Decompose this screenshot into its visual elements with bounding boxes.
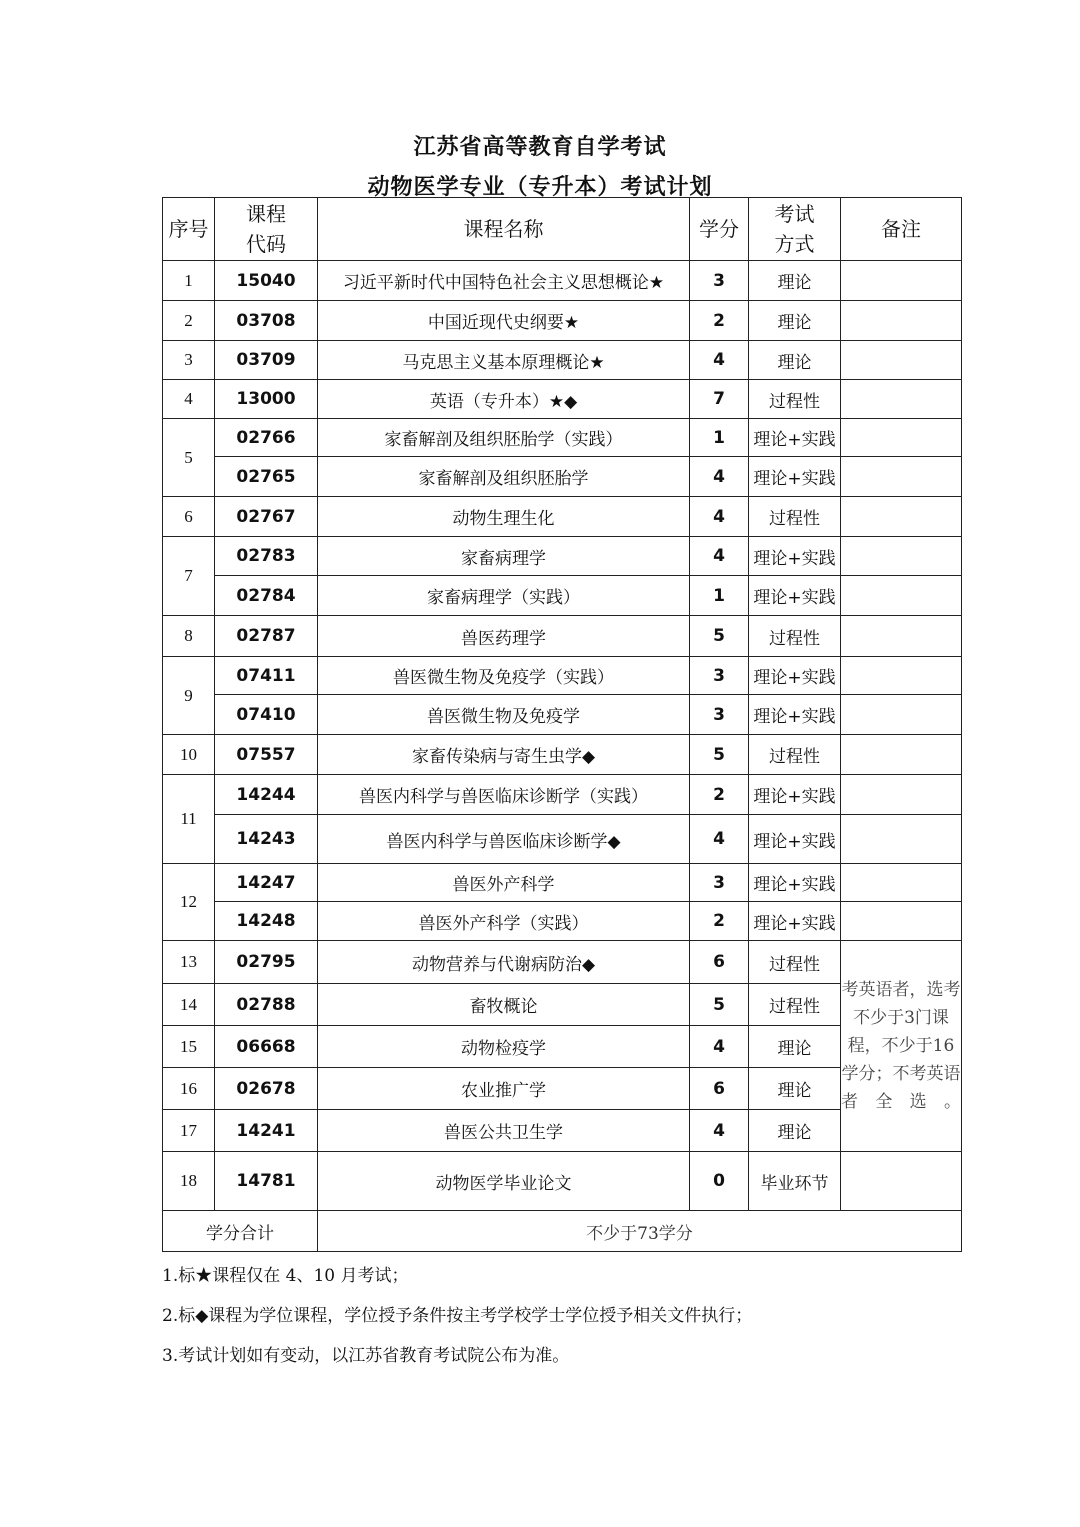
row-seq: 13 (163, 941, 215, 984)
row-remark (841, 261, 962, 301)
row-credit: 3 (690, 657, 749, 695)
row-seq: 17 (163, 1110, 215, 1152)
row-course-code: 02787 (215, 616, 318, 657)
row-course-name: 家畜病理学 (318, 537, 690, 576)
row-credit: 0 (690, 1152, 749, 1211)
row-course-code: 15040 (215, 261, 318, 301)
row-credit: 5 (690, 616, 749, 657)
row-course-code: 02784 (215, 576, 318, 616)
row-course-name: 习近平新时代中国特色社会主义思想概论★ (318, 261, 690, 301)
row-course-code: 07411 (215, 657, 318, 695)
table-row (163, 695, 962, 735)
row-credit: 1 (690, 419, 749, 457)
row-credit: 4 (690, 341, 749, 380)
footnote-3: 3.考试计划如有变动，以江苏省教育考试院公布为准。 (162, 1346, 570, 1366)
exam-plan-table (162, 197, 962, 1252)
row-seq: 6 (163, 497, 215, 537)
row-course-name: 兽医公共卫生学 (318, 1110, 690, 1152)
row-course-name: 家畜解剖及组织胚胎学 (318, 457, 690, 497)
row-course-code: 13000 (215, 380, 318, 419)
row-credit: 2 (690, 301, 749, 341)
row-exam-method: 理论+实践 (749, 657, 841, 695)
table-row (163, 301, 962, 341)
table-row (163, 815, 962, 864)
row-course-code: 14248 (215, 902, 318, 941)
row-seq: 12 (163, 864, 215, 941)
row-course-name: 兽医内科学与兽医临床诊断学（实践） (318, 775, 690, 815)
header-remark: 备注 (841, 198, 962, 261)
row-credit: 3 (690, 864, 749, 902)
row-course-code: 06668 (215, 1026, 318, 1068)
row-course-code: 03708 (215, 301, 318, 341)
row-remark (841, 457, 962, 497)
row-exam-method: 理论 (749, 1110, 841, 1152)
row-remark (841, 695, 962, 735)
row-exam-method: 过程性 (749, 616, 841, 657)
table-row (163, 902, 962, 941)
row-course-name: 家畜病理学（实践） (318, 576, 690, 616)
row-course-name: 英语（专升本）★◆ (318, 380, 690, 419)
table-row (163, 537, 962, 576)
row-credit: 3 (690, 695, 749, 735)
table-row (163, 457, 962, 497)
row-course-code: 07410 (215, 695, 318, 735)
row-exam-method: 理论 (749, 1026, 841, 1068)
table-row (163, 380, 962, 419)
row-seq: 16 (163, 1068, 215, 1110)
row-seq: 9 (163, 657, 215, 735)
row-course-code: 07557 (215, 735, 318, 775)
row-credit: 5 (690, 735, 749, 775)
row-exam-method: 理论+实践 (749, 457, 841, 497)
row-course-code: 14244 (215, 775, 318, 815)
row-remark (841, 380, 962, 419)
document-subtitle: 动物医学专业（专升本）考试计划 (367, 175, 713, 200)
row-credit: 4 (690, 1110, 749, 1152)
row-course-name: 兽医微生物及免疫学（实践） (318, 657, 690, 695)
row-course-code: 14243 (215, 815, 318, 864)
row-exam-method: 理论+实践 (749, 815, 841, 864)
row-course-code: 14241 (215, 1110, 318, 1152)
row-exam-method: 理论+实践 (749, 695, 841, 735)
row-seq: 7 (163, 537, 215, 616)
table-row (163, 775, 962, 815)
row-seq: 3 (163, 341, 215, 380)
row-seq: 8 (163, 616, 215, 657)
row-remark (841, 301, 962, 341)
header-code: 课程代码 (215, 198, 318, 261)
row-seq: 1 (163, 261, 215, 301)
table-row (163, 941, 962, 984)
row-remark (841, 341, 962, 380)
row-course-code: 14781 (215, 1152, 318, 1211)
row-exam-method: 理论+实践 (749, 576, 841, 616)
row-credit: 4 (690, 457, 749, 497)
row-credit: 4 (690, 497, 749, 537)
document-title: 江苏省高等教育自学考试 (413, 135, 667, 160)
row-seq: 14 (163, 984, 215, 1026)
elective-remark: 考英语者，选考不少于3门课程，不少于16学分；不考英语者全选。 (841, 941, 962, 1152)
row-credit: 1 (690, 576, 749, 616)
total-row (163, 1211, 962, 1252)
row-course-name: 兽医微生物及免疫学 (318, 695, 690, 735)
footnotes (162, 1266, 982, 1386)
row-course-name: 农业推广学 (318, 1068, 690, 1110)
row-course-code: 02783 (215, 537, 318, 576)
table-row (163, 1152, 962, 1211)
total-label: 学分合计 (163, 1211, 318, 1252)
header-name: 课程名称 (318, 198, 690, 261)
table-row (163, 864, 962, 902)
footnote-1: 1.标★课程仅在 4、10 月考试； (162, 1266, 409, 1286)
row-remark (841, 735, 962, 775)
table-row (163, 341, 962, 380)
row-credit: 4 (690, 815, 749, 864)
row-credit: 6 (690, 1068, 749, 1110)
row-exam-method: 理论+实践 (749, 537, 841, 576)
row-credit: 6 (690, 941, 749, 984)
row-exam-method: 理论 (749, 301, 841, 341)
table-row (163, 735, 962, 775)
row-remark (841, 497, 962, 537)
row-course-name: 兽医内科学与兽医临床诊断学◆ (318, 815, 690, 864)
row-exam-method: 过程性 (749, 735, 841, 775)
row-credit: 3 (690, 261, 749, 301)
row-exam-method: 理论+实践 (749, 864, 841, 902)
row-remark (841, 537, 962, 576)
row-seq: 15 (163, 1026, 215, 1068)
row-exam-method: 理论+实践 (749, 902, 841, 941)
row-remark (841, 864, 962, 902)
row-remark (841, 657, 962, 695)
row-course-code: 14247 (215, 864, 318, 902)
row-course-code: 02678 (215, 1068, 318, 1110)
row-credit: 7 (690, 380, 749, 419)
row-exam-method: 理论 (749, 261, 841, 301)
row-credit: 2 (690, 902, 749, 941)
row-exam-method: 理论 (749, 341, 841, 380)
row-remark (841, 576, 962, 616)
row-course-code: 02788 (215, 984, 318, 1026)
row-remark (841, 815, 962, 864)
table-header-row (163, 198, 962, 261)
row-seq: 5 (163, 419, 215, 497)
row-exam-method: 过程性 (749, 380, 841, 419)
table-row (163, 497, 962, 537)
row-exam-method: 过程性 (749, 941, 841, 984)
row-course-name: 动物检疫学 (318, 1026, 690, 1068)
row-remark (841, 1152, 962, 1211)
table-row (163, 419, 962, 457)
row-course-code: 02767 (215, 497, 318, 537)
footnote-2: 2.标◆课程为学位课程，学位授予条件按主考学校学士学位授予相关文件执行； (162, 1306, 753, 1326)
row-exam-method: 理论+实践 (749, 775, 841, 815)
row-remark (841, 902, 962, 941)
header-credit: 学分 (690, 198, 749, 261)
row-course-name: 家畜传染病与寄生虫学◆ (318, 735, 690, 775)
row-course-name: 兽医药理学 (318, 616, 690, 657)
row-course-name: 家畜解剖及组织胚胎学（实践） (318, 419, 690, 457)
row-seq: 18 (163, 1152, 215, 1211)
row-seq: 11 (163, 775, 215, 864)
row-course-name: 动物营养与代谢病防治◆ (318, 941, 690, 984)
row-exam-method: 理论 (749, 1068, 841, 1110)
row-course-code: 02766 (215, 419, 318, 457)
table-row (163, 657, 962, 695)
row-credit: 5 (690, 984, 749, 1026)
row-remark (841, 616, 962, 657)
row-course-code: 02765 (215, 457, 318, 497)
row-credit: 4 (690, 1026, 749, 1068)
table-row (163, 261, 962, 301)
row-course-code: 03709 (215, 341, 318, 380)
row-course-name: 兽医外产科学 (318, 864, 690, 902)
row-exam-method: 过程性 (749, 497, 841, 537)
table-row (163, 616, 962, 657)
row-course-name: 马克思主义基本原理概论★ (318, 341, 690, 380)
table-row (163, 576, 962, 616)
row-remark (841, 419, 962, 457)
row-course-name: 动物生理生化 (318, 497, 690, 537)
header-seq: 序号 (163, 198, 215, 261)
row-course-name: 兽医外产科学（实践） (318, 902, 690, 941)
row-exam-method: 过程性 (749, 984, 841, 1026)
header-method: 考试方式 (749, 198, 841, 261)
row-remark (841, 775, 962, 815)
row-course-name: 中国近现代史纲要★ (318, 301, 690, 341)
row-seq: 4 (163, 380, 215, 419)
row-course-code: 02795 (215, 941, 318, 984)
row-course-name: 动物医学毕业论文 (318, 1152, 690, 1211)
row-credit: 2 (690, 775, 749, 815)
row-seq: 2 (163, 301, 215, 341)
total-value: 不少于73学分 (318, 1211, 962, 1252)
row-exam-method: 毕业环节 (749, 1152, 841, 1211)
row-credit: 4 (690, 537, 749, 576)
row-seq: 10 (163, 735, 215, 775)
row-course-name: 畜牧概论 (318, 984, 690, 1026)
row-exam-method: 理论+实践 (749, 419, 841, 457)
